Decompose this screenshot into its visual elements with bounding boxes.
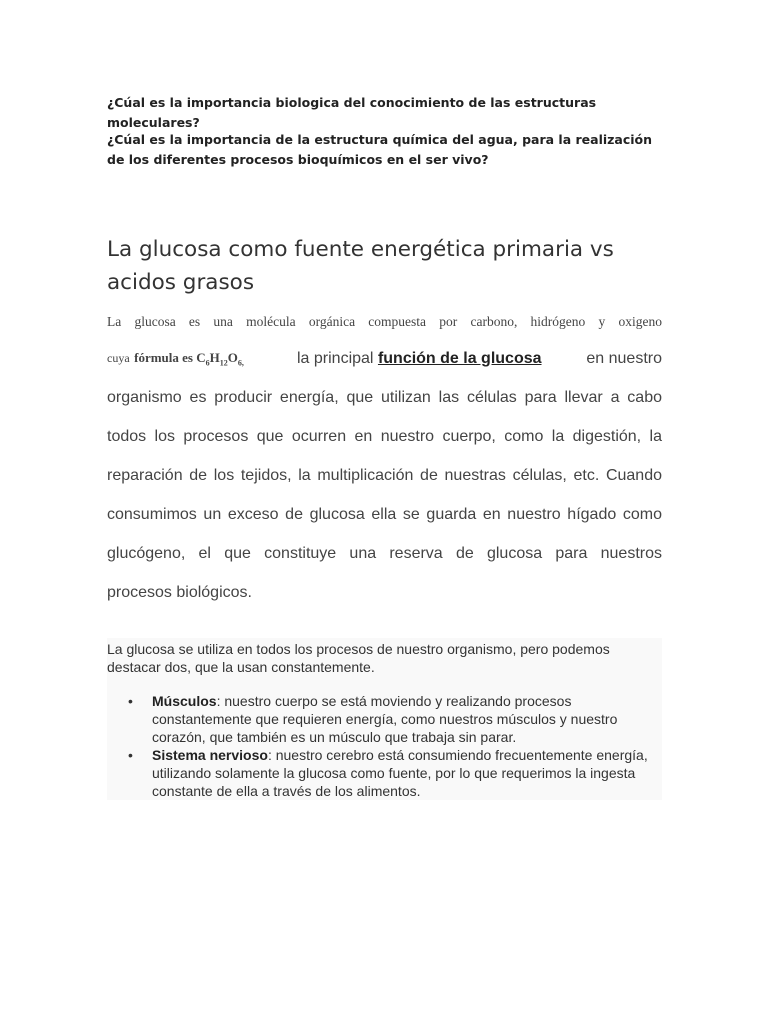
principal-text [297,350,542,368]
uses-list [107,692,662,800]
la-principal: la principal [297,350,374,367]
question-1: ¿Cúal es la importancia biologica del conocimiento de las estructuras moleculares? [107,95,597,130]
body-line: todos los procesos que ocurren en nuestro cuerpo, como la digestión, la [107,428,662,445]
item-text: : nuestro cerebro está consumiendo frecuentemente energía, utilizando solamente la glucosa como fuente, por lo que requerimos la ingesta constante de ella a través de los alimentos. [152,747,648,799]
cuya-text: cuya [107,351,130,365]
funcion-glucosa-link[interactable]: función de la glucosa [377,350,542,367]
intro-line-1: La glucosa es una molécula orgánica compuesta por carbono, hidrógeno y oxigeno [107,314,662,329]
box-intro: La glucosa se utiliza en todos los procesos de nuestro organismo, pero podemos destacar dos, que la usan constantemente. [107,641,610,675]
formula-h: H [209,350,220,365]
question-2: ¿Cúal es la importancia de la estructura química del agua, para la realización de los diferentes procesos bioquímicos en el ser vivo? [107,132,653,167]
item-term: Músculos [152,693,217,709]
bullet-icon: • [128,747,133,763]
en-nuestro-text: en nuestro [586,350,662,367]
item-text: : nuestro cuerpo se está moviendo y realizando procesos constantemente que requieren energía, como nuestros músculos y nuestro corazón, que también es un músculo que trabaja sin parar. [152,693,618,745]
body-line: reparación de los tejidos, la multiplicación de nuestras células, etc. Cuando [107,467,662,484]
list-item [128,692,662,746]
body-line: glucógeno, el que constituye una reserva de glucosa para nuestros [107,545,662,562]
body-line: organismo es producir energía, que utilizan las células para llevar a cabo [107,389,662,406]
bullet-icon: • [128,693,133,709]
body-line: consumimos un exceso de glucosa ella se guarda en nuestro hígado como [107,506,662,523]
formula-c: C [196,350,206,365]
formula-h-sub: 12 [219,358,228,368]
formula-c-sub: 6 [205,358,210,368]
glucose-uses-box [107,638,662,800]
list-item [128,746,662,800]
item-term: Sistema nervioso [152,747,268,763]
intro-line-2 [107,349,662,375]
formula-label: fórmula es [134,350,193,365]
formula-o: O [227,350,238,365]
body-paragraph [107,378,662,612]
section-heading: La glucosa como fuente energética primaria vs acidos grasos [107,237,614,295]
formula [134,350,244,368]
body-line: procesos biológicos. [107,584,252,601]
formula-o-sub: 6, [237,358,244,368]
